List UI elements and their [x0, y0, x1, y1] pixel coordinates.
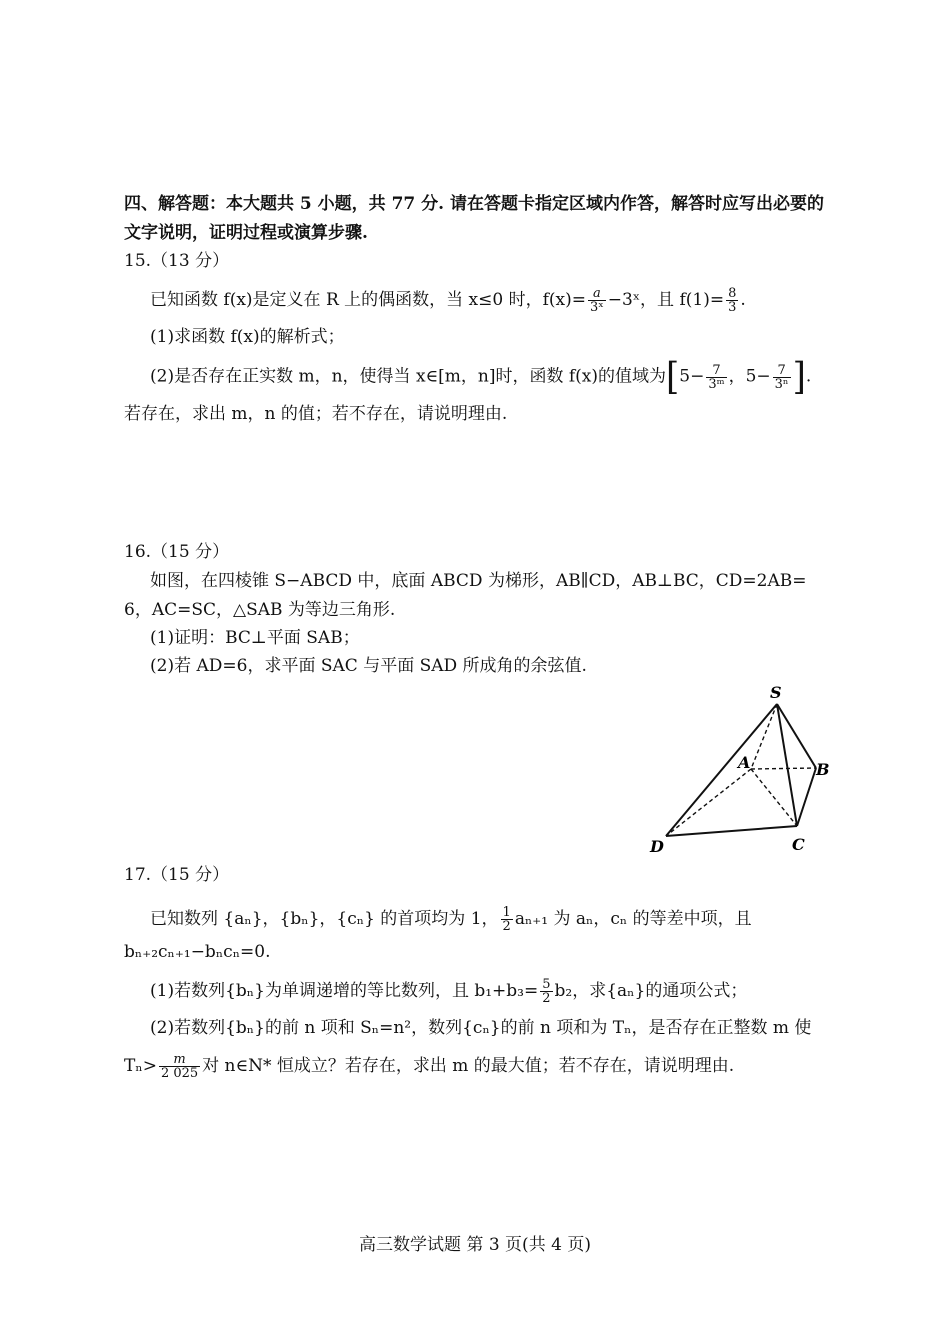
q16-part1: (1)证明：BC⊥平面 SAB； [150, 628, 360, 648]
q15-stem-c: . [740, 290, 746, 310]
q16-line2: 6，AC=SC，△SAB 为等边三角形. [124, 600, 396, 620]
label-D: D [650, 837, 664, 856]
q17-line1-b: aₙ₊₁ 为 aₙ，cₙ 的等差中项，且 [514, 909, 752, 929]
q17-part2-line1: (2)若数列{bₙ}的前 n 项和 Sₙ=n²，数列{cₙ}的前 n 项和为 Tₙ，是否存在正整数 m 使 [150, 1018, 812, 1038]
q15-part2 [150, 355, 812, 399]
label-B: B [816, 760, 830, 779]
q17-line1 [150, 906, 752, 933]
q15-number: 15.（13 分） [124, 251, 230, 271]
q15-stem-b: −3ˣ，且 f(1)= [607, 290, 725, 310]
edge-AC [751, 769, 797, 826]
q15-part2-a: (2)是否存在正实数 m，n，使得当 x∈[m，n]时，函数 f(x)的值域为 [150, 366, 667, 387]
label-A: A [738, 753, 751, 772]
q17-line1-a: 已知数列 {aₙ}，{bₙ}，{cₙ} 的首项均为 1， [150, 909, 499, 929]
label-S: S [770, 683, 782, 702]
q15-range-frac1 [706, 364, 726, 391]
q15-frac1-den: 3ˣ [590, 300, 604, 315]
q17-half [501, 906, 513, 933]
q16-part2: (2)若 AD=6，求平面 SAC 与平面 SAD 所成角的余弦值. [150, 656, 587, 676]
q16-line1: 如图，在四棱锥 S−ABCD 中，底面 ABCD 为梯形，AB∥CD，AB⊥BC，CD=2AB= [150, 571, 807, 591]
q15-frac2 [726, 287, 738, 314]
q17-part2-b: 对 n∈N* 恒成立？若存在，求出 m 的最大值；若不存在，请说明理由. [202, 1056, 735, 1076]
q15-range-frac1-den: 3ᵐ [708, 376, 725, 392]
q17-part2-frac-num: m [159, 1053, 200, 1067]
q15-part1: (1)求函数 f(x)的解析式； [150, 327, 345, 347]
q17-half-num: 1 [502, 905, 511, 920]
page-footer: 高三数学试题 第 3 页(共 4 页) [359, 1235, 591, 1255]
edge-BC [797, 768, 816, 826]
right-bracket: ] [792, 355, 806, 399]
edge-AD [666, 769, 751, 836]
q17-part1-b: b₂，求{aₙ}的通项公式； [554, 981, 748, 1001]
edge-SD [666, 704, 777, 836]
q17-part2-frac [159, 1053, 200, 1080]
q15-frac2-num: 8 [728, 286, 737, 301]
q15-frac1 [588, 287, 606, 314]
q15-range-frac2-num: 7 [773, 364, 791, 378]
q15-frac2-den: 3 [728, 300, 737, 315]
q15-range-frac2-den: 3ⁿ [774, 376, 789, 392]
edge-DC [666, 826, 797, 836]
q17-part2-a: Tₙ> [124, 1056, 157, 1076]
section-heading-line2: 文字说明，证明过程或演算步骤. [124, 223, 368, 243]
pyramid-figure [640, 676, 840, 860]
q17-part2-frac-den: 2 025 [160, 1066, 199, 1081]
q15-range-a: 5− [679, 366, 705, 387]
label-C: C [792, 835, 805, 854]
q17-part2-line2 [124, 1053, 734, 1080]
q15-part2-end: . [805, 366, 812, 387]
q17-half-den: 2 [502, 919, 511, 934]
edge-AB [751, 768, 816, 769]
q15-part2-line2: 若存在，求出 m，n 的值；若不存在，请说明理由. [124, 404, 508, 424]
q17-part1-frac-den: 2 [542, 991, 551, 1006]
q15-range-frac2 [773, 364, 791, 391]
edge-SA [751, 704, 777, 769]
q15-stem [150, 287, 746, 314]
q16-number: 16.（15 分） [124, 542, 230, 562]
left-bracket: [ [666, 355, 680, 399]
q17-part1-frac [540, 978, 552, 1005]
q15-range-b: ，5− [728, 366, 771, 387]
q17-number: 17.（15 分） [124, 865, 230, 885]
q15-range-frac1-num: 7 [706, 364, 726, 378]
q17-line2: bₙ₊₂cₙ₊₁−bₙcₙ=0. [124, 942, 271, 962]
q17-part1-frac-num: 5 [542, 977, 551, 992]
section-heading-line1: 四、解答题：本大题共 5 小题，共 77 分. 请在答题卡指定区域内作答，解答时应写出必要的 [124, 194, 824, 214]
q15-stem-a: 已知函数 f(x)是定义在 R 上的偶函数，当 x≤0 时，f(x)= [150, 290, 586, 310]
q17-part1-a: (1)若数列{bₙ}为单调递增的等比数列，且 b₁+b₃= [150, 981, 539, 1001]
q17-part1 [150, 978, 747, 1005]
q15-frac1-num: a [588, 287, 606, 301]
